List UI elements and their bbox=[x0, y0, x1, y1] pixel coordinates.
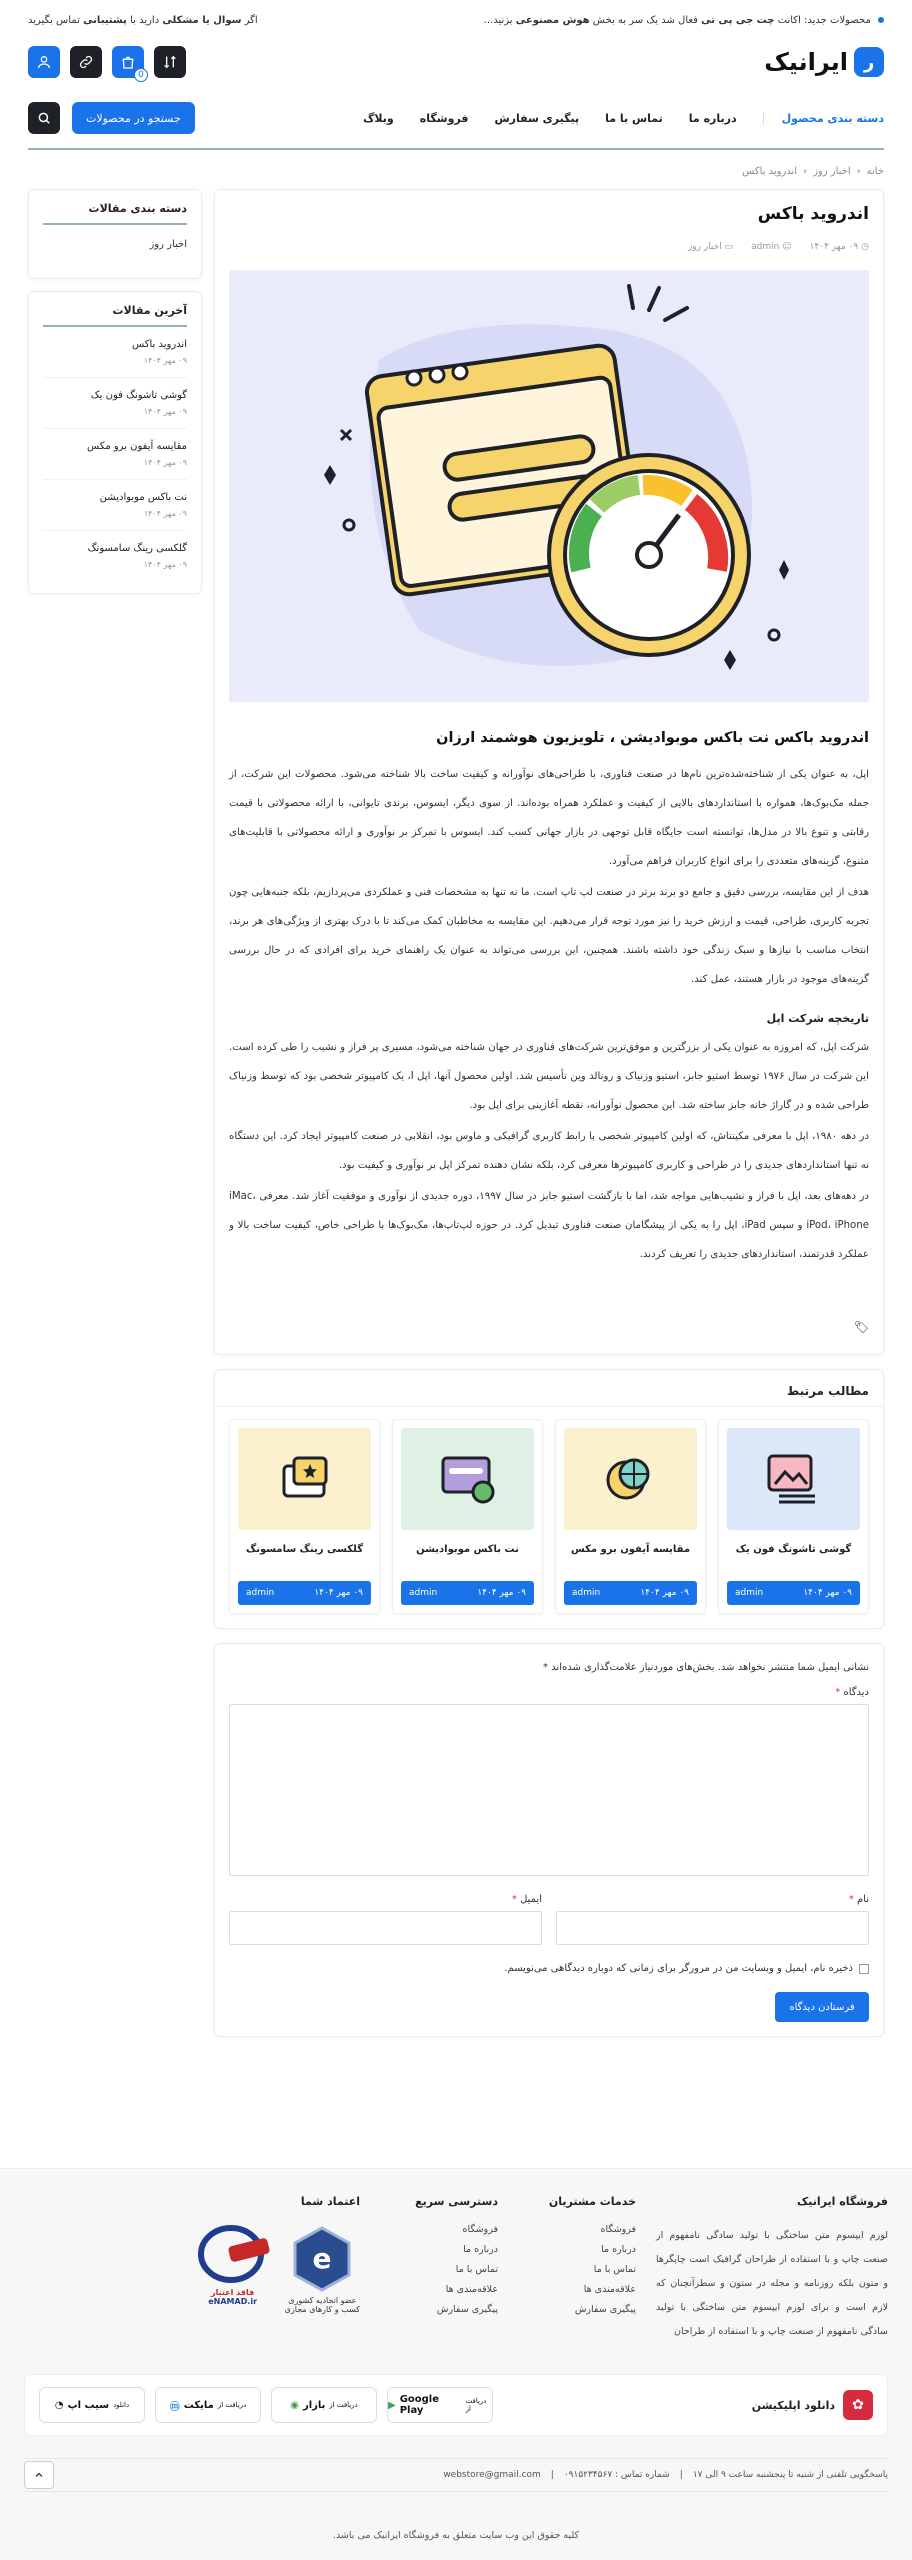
related-item-author: admin bbox=[409, 1588, 438, 1598]
sidebar-latest-posts bbox=[28, 291, 202, 594]
post-paragraph: هدف از این مقایسه، بررسی دقیق و جامع دو برند برتر در صنعت لپ تاپ است. ما نه تنها به مشخصات فنی و عملکردی می‌پردازیم، بلکه جنبه‌هایی چون تجربه کاربری، طراحی، قیمت و ارزش خرید را نیز مورد توجه قرار می‌دهیم. این مقایسه به مخاطبان کمک می‌کند تا با درک بهتری از ویژگی‌های هر برند، انتخاب مناسب با نیازها و سبک زندگی خود داشته باشند. همچنین، این بررسی می‌تواند به عنوان یک راهنمای خرید برای افرادی که در حال بررسی گزینه‌های موجود در بازار هستند، عمل کند. bbox=[229, 887, 869, 985]
post-author[interactable]: ☺ admin bbox=[751, 242, 792, 252]
related-item-date: ۰۹ مهر ۱۴۰۴ bbox=[314, 1588, 363, 1598]
post-paragraph: در دهه ۱۹۸۰، اپل با معرفی مکینتاش، که اولین کامپیوتر شخصی با رابط کاربری گرافیکی و ماوس بود، انقلابی در صنعت کامپیوتر ایجاد کرد. این دستگاه نه تنها استانداردهای جدیدی را در طراحی و کاربری کامپیوترها معرفی کرد، بلکه نشان دهنده تمرکز اپل بر نوآوری و کیفیت بود. bbox=[229, 1131, 869, 1171]
account-button[interactable] bbox=[28, 46, 60, 78]
back-to-top-button[interactable] bbox=[24, 2461, 54, 2489]
google-play-button[interactable]: ▶ Google Play دریافت از bbox=[387, 2387, 493, 2423]
email-label: ایمیل * bbox=[511, 1894, 542, 1905]
footer-about-text: لورم ایپسوم متن ساختگی با تولید سادگی نامفهوم از صنعت چاپ و با استفاده از طراحان گرافیک است چاپگرها و متون بلکه روزنامه و مجله در ستون و سطرآنچنان که لازم است و برای لورم ایپسوم متن ساختگی با تولید سادگی نامفهوم از صنعت چاپ و با استفاده از طراحان bbox=[656, 2230, 888, 2337]
post-subheading: تاریخچه شرکت اپل bbox=[766, 1012, 869, 1025]
breadcrumb-home[interactable]: خانه bbox=[866, 166, 884, 177]
sidebar-article[interactable]: گلکسی رینگ سامسونگ ۰۹ مهر ۱۴۰۴ bbox=[87, 543, 187, 569]
cart-count-badge: 0 bbox=[134, 68, 148, 82]
name-email-row bbox=[229, 1894, 869, 1945]
related-item-date: ۰۹ مهر ۱۴۰۴ bbox=[803, 1588, 852, 1598]
sidebar-latest-title: آخرین مقالات bbox=[43, 304, 187, 327]
related-item[interactable] bbox=[555, 1419, 706, 1614]
related-item[interactable] bbox=[229, 1419, 380, 1614]
union-logo-icon bbox=[287, 2224, 357, 2294]
breadcrumb-category[interactable]: اخبار روز bbox=[813, 166, 851, 177]
nav-item-about[interactable]: درباره ما bbox=[688, 111, 737, 125]
main-nav bbox=[14, 92, 898, 144]
announcement-bar bbox=[14, 0, 898, 40]
chevron-up-icon bbox=[33, 2469, 45, 2481]
related-thumbnail bbox=[401, 1428, 534, 1530]
related-item-author: admin bbox=[246, 1588, 275, 1598]
footer-link[interactable]: فروشگاه bbox=[600, 2224, 636, 2235]
compare-button[interactable] bbox=[70, 46, 102, 78]
footer-quick-access bbox=[380, 2195, 498, 2344]
browser-refresh-icon bbox=[433, 1444, 503, 1514]
tags-icon: 🏷 bbox=[853, 1320, 869, 1334]
copyright: کلیه حقوق این وب سایت متعلق به فروشگاه ایرانیک می باشد. bbox=[332, 2530, 580, 2541]
contact-info: پاسخگویی تلفنی از شنبه تا پنجشنبه ساعت ۹ الی ۱۷ | شماره تماس : ۰۹۱۵۲۳۴۵۶۷ | webstore@gmail.com bbox=[443, 2470, 888, 2480]
bazaar-button[interactable]: ◉ بازار دریافت از bbox=[271, 2387, 377, 2423]
post-paragraph: شرکت اپل، که امروزه به عنوان یکی از بزرگترین و موفق‌ترین شرکت‌های فناوری در جهان شناخته می‌شود، مسیری پر فراز و نشیب را طی کرده است. این شرکت در سال ۱۹۷۶ توسط استیو جابز، استیو وزنیاک و رونالد وین تأسیس شد. اولین محصول آنها، اپل I، یک کامپیوتر شخصی بود که توسط وزنیاک طراحی شده و در گاراژ خانه جابز ساخته شد. این محصول نوآورانه، نقطه آغازینی برای اپل بود. bbox=[229, 1042, 869, 1111]
footer-link[interactable]: فروشگاه bbox=[462, 2224, 498, 2235]
related-item-title: مقایسه آیفون برو مکس bbox=[570, 1544, 691, 1555]
footer-customer-services bbox=[518, 2195, 636, 2344]
related-item-title: گلکسی رینگ سامسونگ bbox=[245, 1544, 364, 1555]
main-column bbox=[214, 189, 884, 2037]
related-thumbnail bbox=[564, 1428, 697, 1530]
nav-item-contact[interactable]: تماس با ما bbox=[605, 111, 663, 125]
footer-link[interactable]: تماس با ما bbox=[593, 2264, 636, 2275]
announcement-right: محصولات جدید: اکانت چت جی پی تی فعال شد یک سر به بخش هوش مصنوعی بزنید... bbox=[484, 15, 884, 26]
google-play-icon: ▶ bbox=[388, 2399, 396, 2411]
related-item-author: admin bbox=[735, 1588, 764, 1598]
logo-mark: ر bbox=[854, 47, 884, 77]
bullet-icon bbox=[878, 17, 884, 23]
enamad-logo-icon bbox=[193, 2224, 273, 2286]
email-input[interactable] bbox=[229, 1911, 542, 1945]
name-field-group bbox=[556, 1894, 869, 1945]
contact-bar bbox=[24, 2458, 888, 2492]
sidebar-categories bbox=[28, 189, 202, 279]
post-card bbox=[214, 189, 884, 1355]
image-news-icon bbox=[759, 1444, 829, 1514]
header-actions bbox=[28, 46, 186, 78]
enamad-badge[interactable]: فاقد اعتبار eNAMAD.ir bbox=[193, 2224, 273, 2306]
comment-note: نشانی ایمیل شما منتشر نخواهد شد. بخش‌های موردنیاز علامت‌گذاری شده‌اند * bbox=[543, 1662, 869, 1673]
footer-link[interactable]: درباره ما bbox=[463, 2244, 498, 2255]
footer-col2-title: دسترسی سریع bbox=[415, 2195, 498, 2208]
post-paragraph: اپل، به عنوان یکی از شناخته‌شده‌ترین نام‌ها در صنعت فناوری، با طراحی‌های نوآورانه و کیفیت ساخت بالا شناخته می‌شود. محصولات این شرکت، از جمله مک‌بوک‌ها، همواره با استانداردهای بالایی از کیفیت و عملکرد همراه بوده‌اند. از سوی دیگر، ایسوس، برندی تایوانی، با ارائه محصولاتی با قیمت رقابتی و تنوع بالا در مدل‌ها، توانسته است جایگاه قابل توجهی در بازار جهانی کسب کند. ایسوس با تمرکز بر نوآوری و ارائه محصولاتی با قابلیت‌های متنوع، گزینه‌های متعددی را برای انواع کاربران فراهم می‌آورد. bbox=[229, 769, 869, 867]
search-button[interactable] bbox=[28, 102, 60, 134]
related-item-meta bbox=[564, 1581, 697, 1605]
footer-about-title: فروشگاه ایرانیک bbox=[797, 2195, 888, 2208]
related-item-date: ۰۹ مهر ۱۴۰۴ bbox=[477, 1588, 526, 1598]
related-item-title: گوشی تاشونگ فون یک bbox=[735, 1544, 852, 1555]
sidebar-article[interactable]: نت باکس موبوادیشن ۰۹ مهر ۱۴۰۴ bbox=[43, 480, 187, 531]
app-download-bar bbox=[24, 2374, 888, 2436]
app-download-label: ✿ دانلود اپلیکیشن bbox=[752, 2390, 873, 2420]
footer-col1-title: خدمات مشتریان bbox=[548, 2195, 636, 2208]
bag-icon bbox=[120, 54, 136, 70]
featured-image bbox=[229, 270, 869, 702]
support-email[interactable]: webstore@gmail.com bbox=[443, 2470, 541, 2480]
myket-button[interactable]: ⓜ مایکت دریافت از bbox=[155, 2387, 261, 2423]
sidebar-category-item[interactable]: اخبار روز bbox=[149, 239, 187, 250]
breadcrumb-separator: ‹ bbox=[803, 166, 808, 177]
speed-browser-illustration bbox=[229, 270, 869, 702]
footer-link[interactable]: علاقه‌مندی ها bbox=[445, 2284, 498, 2295]
footer-about bbox=[656, 2195, 888, 2344]
related-item-meta bbox=[401, 1581, 534, 1605]
related-item-meta bbox=[727, 1581, 860, 1605]
related-item[interactable] bbox=[392, 1419, 543, 1614]
content-layout bbox=[14, 189, 898, 2037]
globe-gear-icon bbox=[596, 1444, 666, 1514]
footer-trust bbox=[150, 2195, 360, 2344]
bazaar-icon: ◉ bbox=[290, 2399, 299, 2411]
breadcrumb bbox=[14, 150, 898, 189]
save-info-checkbox[interactable] bbox=[859, 1964, 869, 1974]
footer-link[interactable]: تماس با ما bbox=[455, 2264, 498, 2275]
announcement-left: اگر سوال یا مشکلی دارید با پشتیبانی تماس بگیرید bbox=[28, 14, 258, 26]
related-item[interactable] bbox=[718, 1419, 869, 1614]
nav-item-product-categories[interactable]: دسته بندی محصول bbox=[763, 112, 884, 125]
breadcrumb-separator: ‹ bbox=[856, 166, 861, 177]
search-icon bbox=[37, 111, 51, 125]
nav-menu bbox=[363, 112, 884, 125]
related-item-title: نت باکس موبوادیشن bbox=[416, 1544, 519, 1555]
footer-link[interactable]: پیگیری سفارش bbox=[436, 2304, 498, 2315]
nav-item-order-tracking[interactable]: پیگیری سفارش bbox=[494, 111, 580, 125]
related-grid bbox=[229, 1419, 869, 1614]
sidebar-article[interactable]: گوشی تاشونگ فون یک ۰۹ مهر ۱۴۰۴ bbox=[43, 378, 187, 429]
site-footer bbox=[0, 2168, 912, 2560]
clock-icon: ◷ bbox=[861, 242, 869, 252]
related-item-author: admin bbox=[572, 1588, 601, 1598]
related-item-date: ۰۹ مهر ۱۴۰۴ bbox=[640, 1588, 689, 1598]
site-header bbox=[14, 40, 898, 84]
trust-badges bbox=[150, 2224, 360, 2314]
related-thumbnail bbox=[727, 1428, 860, 1530]
sidebar bbox=[28, 189, 202, 606]
nav-item-blog[interactable]: وبلاگ bbox=[363, 111, 394, 125]
product-search-button[interactable]: جستجو در محصولات bbox=[72, 102, 195, 134]
related-item-meta bbox=[238, 1581, 371, 1605]
breadcrumb-current: اندروید باکس bbox=[742, 166, 798, 177]
name-label: نام * bbox=[848, 1894, 869, 1905]
related-title: مطالب مرتبط bbox=[786, 1384, 869, 1398]
footer-link[interactable]: درباره ما bbox=[601, 2244, 636, 2255]
post-heading: اندروید باکس نت باکس موبوادیشن ، تلویزیون هوشمند ارزان bbox=[436, 730, 869, 746]
site-logo[interactable] bbox=[764, 47, 884, 77]
cart-button[interactable] bbox=[112, 46, 144, 78]
post-paragraph: در دهه‌های بعد، اپل با فراز و نشیب‌هایی مواجه شد، اما با بازگشت استیو جابز در سال ۱۹۹۷، دوره جدیدی از نوآوری و موفقیت آغاز شد. معرفی iMac، iPod، iPhone و سپس iPad، اپل را به یکی از پیشگامان صنعت فناوری تبدیل کرد. در حوزه لپ‌تاپ‌ها، مک‌بوک‌ها با طراحی خاص، کیفیت ساخت بالا و عملکرد قدرتمند، استانداردهای جدیدی را تعریف کردند. bbox=[229, 1191, 870, 1260]
submit-comment-button[interactable]: فرستادن دیدگاه bbox=[775, 1992, 869, 2022]
sidebar-categories-title: دسته بندی مقالات bbox=[43, 202, 187, 225]
sidebar-article[interactable]: مقایسه آیفون برو مکس ۰۹ مهر ۱۴۰۴ bbox=[43, 429, 187, 480]
shuffle-button[interactable] bbox=[154, 46, 186, 78]
sibapp-button[interactable]: ◔ سیب اپ دانلود bbox=[39, 2387, 145, 2423]
logo-text: ایرانیک bbox=[764, 48, 848, 76]
nav-tools bbox=[28, 102, 195, 134]
support-phone[interactable]: شماره تماس : ۰۹۱۵۲۳۴۵۶۷ bbox=[563, 2470, 670, 2480]
related-posts bbox=[214, 1369, 884, 1629]
tags-divider bbox=[229, 1307, 869, 1308]
related-divider bbox=[215, 1406, 883, 1407]
app-icon: ✿ bbox=[843, 2390, 873, 2420]
user-icon: ☺ bbox=[782, 242, 792, 252]
sibapp-icon: ◔ bbox=[54, 2399, 64, 2411]
link-icon bbox=[78, 54, 94, 70]
support-hours: پاسخگویی تلفنی از شنبه تا پنجشنبه ساعت ۹ الی ۱۷ bbox=[692, 2470, 888, 2480]
save-info-label: ذخیره نام، ایمیل و وبسایت من در مرورگر برای زمانی که دوباره دیدگاهی می‌نویسم. bbox=[504, 1963, 853, 1974]
folder-icon: ▭ bbox=[724, 242, 734, 252]
comment-textarea[interactable] bbox=[229, 1704, 869, 1876]
nav-item-shop[interactable]: فروشگاه bbox=[419, 111, 469, 125]
footer-link[interactable]: پیگیری سفارش bbox=[574, 2304, 636, 2315]
sort-icon bbox=[162, 54, 178, 70]
comment-form bbox=[214, 1643, 884, 2037]
related-thumbnail bbox=[238, 1428, 371, 1530]
save-info-checkbox-row[interactable] bbox=[229, 1963, 869, 1974]
footer-link[interactable]: علاقه‌مندی ها bbox=[583, 2284, 636, 2295]
star-folder-icon bbox=[270, 1444, 340, 1514]
comment-label: دیدگاه * bbox=[835, 1687, 869, 1698]
post-meta bbox=[229, 242, 869, 252]
footer-columns bbox=[0, 2169, 912, 2344]
union-badge[interactable]: e عضو اتحادیه کشوری کسب و کارهای مجازی bbox=[285, 2224, 360, 2314]
post-title: اندروید باکس bbox=[757, 204, 869, 224]
svg-text:e: e bbox=[312, 2242, 332, 2275]
post-category[interactable]: ▭ اخبار روز bbox=[687, 242, 734, 252]
name-input[interactable] bbox=[556, 1911, 869, 1945]
user-icon bbox=[36, 54, 52, 70]
footer-trust-title: اعتماد شما bbox=[300, 2195, 360, 2208]
myket-icon: ⓜ bbox=[169, 2401, 180, 2413]
sidebar-article[interactable]: اندروید باکس ۰۹ مهر ۱۴۰۴ bbox=[43, 327, 187, 378]
app-stores bbox=[39, 2387, 493, 2423]
email-field-group bbox=[229, 1894, 542, 1945]
post-date: ◷ ۰۹ مهر ۱۴۰۴ bbox=[809, 242, 869, 252]
